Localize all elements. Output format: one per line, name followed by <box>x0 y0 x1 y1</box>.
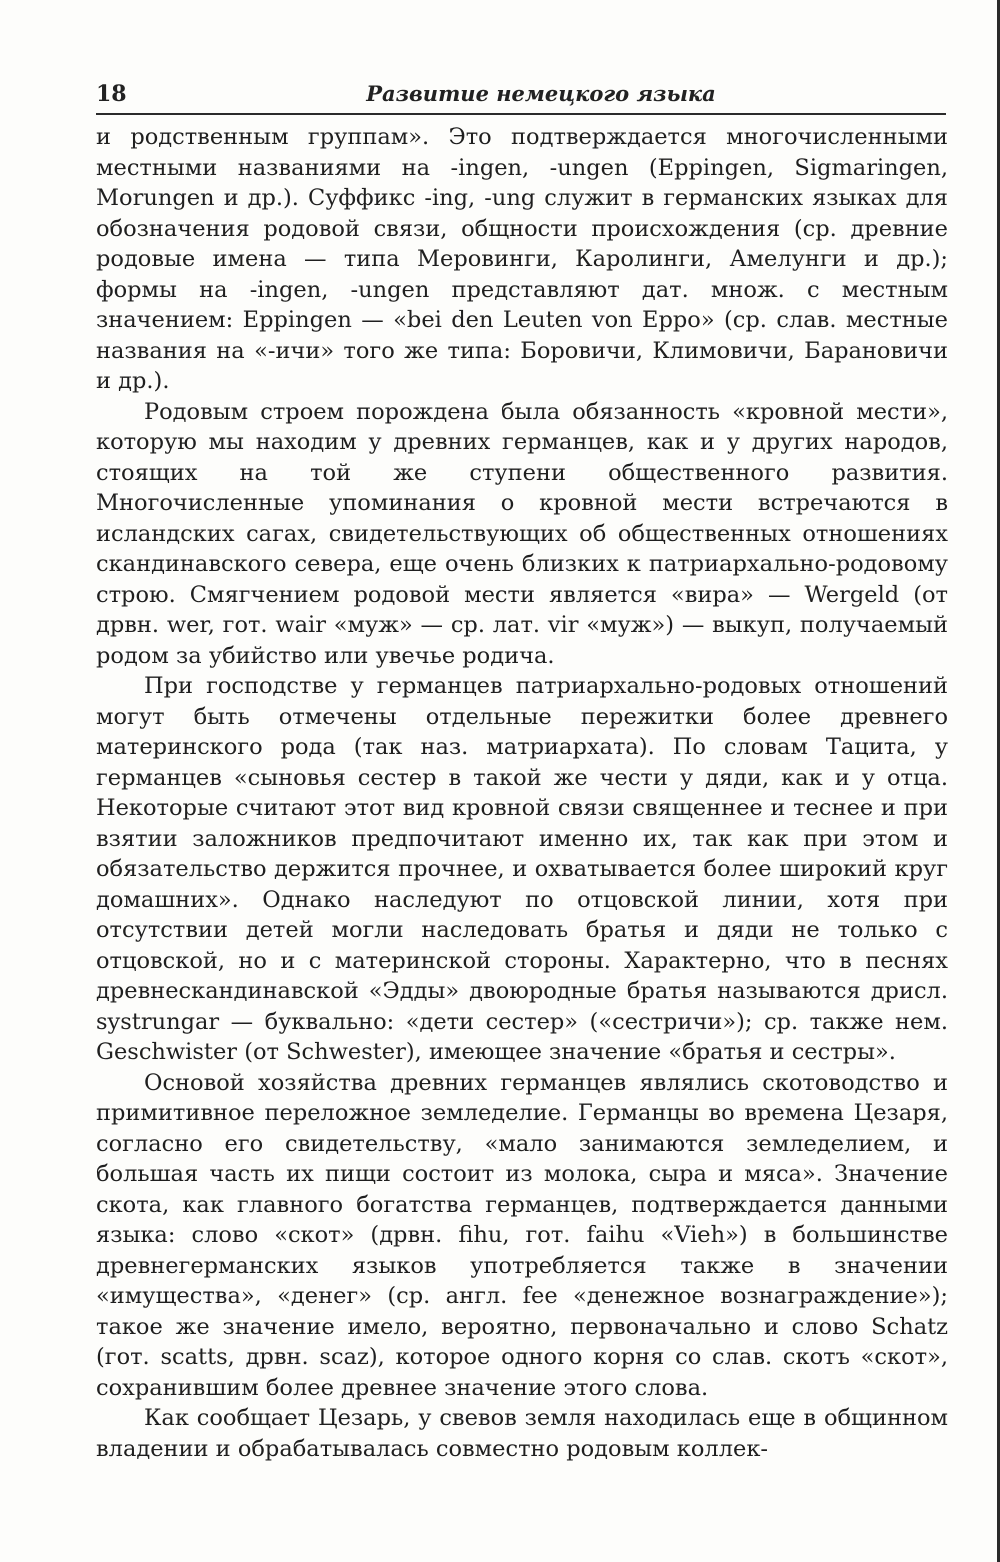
body-text <box>96 122 948 1464</box>
header-rule <box>96 113 946 115</box>
paragraph-2: Родовым строем порождена была обязанность «кровной мести», которую мы находим у древних германцев, как и у других народов, стоящих на той же ступени общественного развития. Многочисленные упоминания о кровной мести встречаются в исландских сагах, свидетельствующих об общественных отношениях скандинавского севера, еще очень близких к патриархально-родовому строю. Смягчением родовой мести является «вира» — Wergeld (от дрвн. wer, гот. wair «муж» — ср. лат. vir «муж») — выкуп, получаемый родом за убийство или увечье родича. <box>96 398 948 669</box>
paragraph-3: При господстве у германцев патриархально-родовых отношений могут быть отмечены отдельные пережитки более древнего материнского рода (так наз. матриархата). По словам Тацита, у германцев «сыновья сестер в такой же чести у дяди, как и у отца. Некоторые считают этот вид кровной связи священнее и теснее и при взятии заложников предпочитают именно их, так как при этом и обязательство держится прочнее, и охватывается более широкий круг домашних». Однако наследуют по отцовской линии, хотя при отсутствии детей могли наследовать братья и дяди не только с отцовской, но и с материнской стороны. Характерно, что в песнях древнескандинавской «Эдды» двоюродные братья называются дрисл. systrungar — буквально: «дети сестер» («сестричи»); ср. также нем. Geschwister (от Schwester), имеющее значение «братья и сестры». <box>96 673 948 1065</box>
page-number: 18 <box>96 81 127 107</box>
page-header <box>96 80 946 110</box>
paragraph-1: и родственным группам». Это подтверждается многочисленными местными названиями на -ingen, -ungen (Eppingen, Sigmaringen, Morungen и др.). Суффикс -ing, -ung служит в германских языках для обозначения родовой связи, общности происхождения (ср. древние родовые имена — типа Меровинги, Каролинги, Амелунги и др.); формы на -ingen, -ungen представляют дат. множ. с местным значением: Eppingen — «bei den Leuten von Eppo» (ср. слав. местные названия на «-ичи» того же типа: Боровичи, Климовичи, Барановичи и др.). <box>96 124 948 394</box>
paragraph-5: Как сообщает Цезарь, у свевов земля находилась еще в общинном владении и обрабатывалась совместно родовым коллек- <box>96 1405 948 1462</box>
paragraph-4: Основой хозяйства древних германцев являлись скотоводство и примитивное переложное земледелие. Германцы во времена Цезаря, согласно его свидетельству, «мало занимаются земледелием, и большая часть их пищи состоит из молока, сыра и мяса». Значение скота, как главного богатства германцев, подтверждается данными языка: слово «скот» (дрвн. fihu, гот. faihu «Vieh») в большинстве древнегерманских языков употребляется также в значении «имущества», «денег» (ср. англ. fee «денежное вознаграждение»); такое же значение имело, вероятно, первоначально и слово Schatz (гот. scatts, дрвн. scaz), которое одного корня со слав. скотъ «скот», сохранившим более древнее значение этого слова. <box>96 1069 948 1401</box>
running-title: Развитие немецкого языка <box>366 81 716 106</box>
